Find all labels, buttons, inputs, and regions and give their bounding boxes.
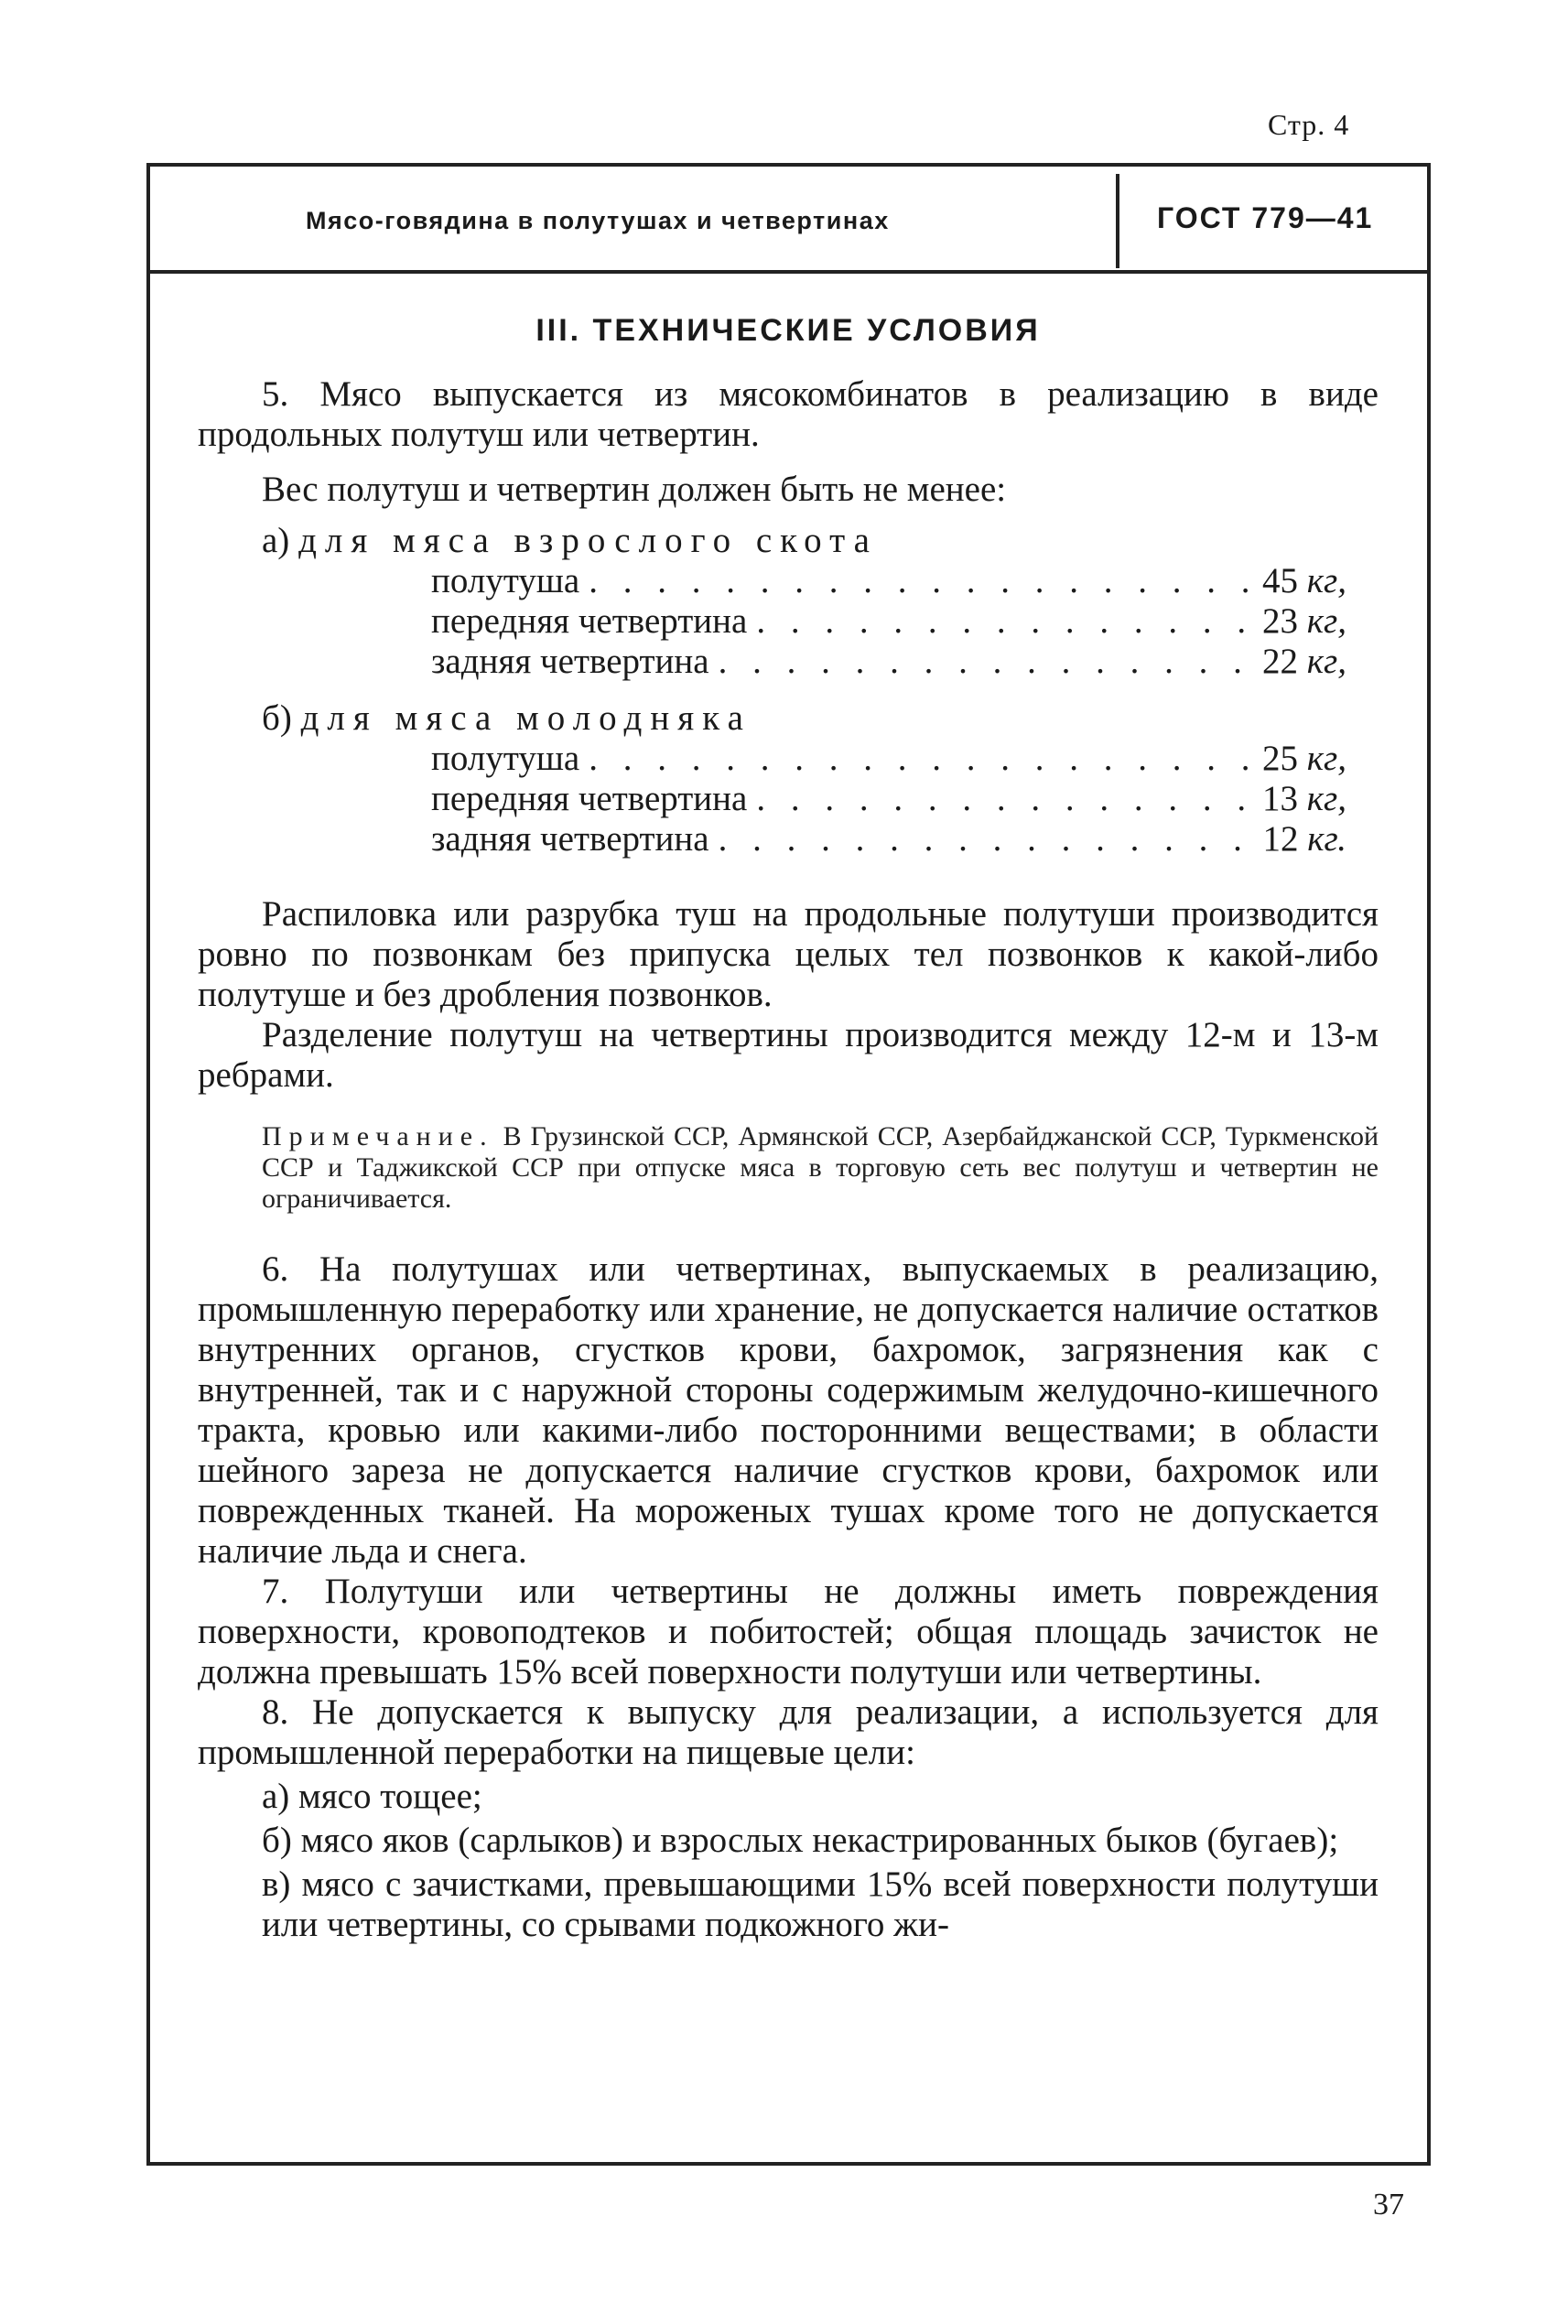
- bottom-rule: [146, 2162, 1431, 2166]
- group-title: для мяса молодняка: [300, 698, 752, 738]
- item-value: 45 кг,: [1262, 561, 1346, 600]
- item-value: 22 кг,: [1262, 642, 1346, 681]
- group-title: для мяса взрослого скота: [298, 521, 878, 560]
- list-item: б) мясо яков (сарлыков) и взрослых некастрированных быков (бугаев);: [262, 1821, 1339, 1860]
- paragraph-division: Разделение полутуш на четвертины производится между 12-м и 13-м ребрами.: [198, 1015, 1379, 1095]
- weight-row: [198, 739, 1346, 779]
- list-item: а) мясо тощее;: [262, 1777, 482, 1816]
- document-header: [150, 167, 1427, 274]
- weight-row: [198, 642, 1346, 682]
- paragraph-8: 8. Не допускается к выпуску для реализации, а используется для промышленной переработки на пищевые цели:: [198, 1692, 1379, 1772]
- page-body: [198, 313, 1379, 1945]
- list-item: в) мясо с зачистками, превышающими 15% всей поверхности полутуши или четвертины, со срывами подкожного жи-: [262, 1865, 1379, 1944]
- page-number-bottom: 37: [1373, 2188, 1404, 2221]
- item-value: 25 кг,: [1262, 739, 1346, 778]
- weight-group-adult: [198, 521, 1379, 682]
- group-prefix: б): [262, 698, 292, 738]
- item-name: передняя четвертина: [431, 779, 748, 818]
- weight-row: [198, 601, 1346, 642]
- note: [198, 1121, 1379, 1215]
- group-prefix: а): [262, 521, 290, 560]
- item-name: полутуша: [431, 561, 580, 600]
- item-value: 13 кг,: [1262, 779, 1346, 818]
- item-name: задняя четвертина: [431, 642, 709, 681]
- section-heading: III. ТЕХНИЧЕСКИЕ УСЛОВИЯ: [535, 313, 1041, 348]
- weight-intro: Вес полутуш и четвертин должен быть не менее:: [262, 470, 1007, 509]
- paragraph-7: 7. Полутуши или четвертины не должны иметь повреждения поверхности, кровоподтеков и побитостей; общая площадь зачисток не должна превышать 15% всей поверхности полутуши или четвертины.: [198, 1572, 1379, 1692]
- standard-number: ГОСТ 779—41: [1157, 201, 1374, 234]
- leader-dots: [709, 642, 1259, 682]
- header-divider: [1116, 174, 1119, 268]
- item-value: 12 кг.: [1262, 819, 1346, 859]
- item-name: задняя четвертина: [431, 819, 709, 859]
- item-name: полутуша: [431, 739, 580, 778]
- leader-dots: [747, 779, 1259, 819]
- page-number-top: Стр. 4: [1268, 108, 1350, 141]
- leader-dots: [747, 601, 1259, 642]
- note-text: В Грузинской ССР, Армянской ССР, Азербайджанской ССР, Туркменской ССР и Таджикской ССР при отпуске мяса в торговую сеть вес полутуш и четвертин не ограничивается.: [262, 1121, 1379, 1214]
- paragraph-5: 5. Мясо выпускается из мясокомбинатов в реализацию в виде продольных полутуш или четвертин.: [198, 374, 1379, 454]
- paragraph-sawing: Распиловка или разрубка туш на продольные полутуши производится ровно по позвонкам без припуска целых тел позвонков к какой-либо полутуше и без дробления позвонков.: [198, 894, 1379, 1014]
- header-title: Мясо-говядина в полутушах и четвертинах: [306, 207, 890, 234]
- leader-dots: [579, 561, 1259, 601]
- group-label: [198, 521, 1379, 561]
- weight-row: [198, 561, 1346, 601]
- note-lead: Примечание.: [262, 1121, 494, 1151]
- page-frame: [146, 163, 1431, 2166]
- paragraph-6: 6. На полутушах или четвертинах, выпускаемых в реализацию, промышленную переработку или хранение, не допускается наличие остатков внутренних органов, сгустков крови, бахромок, загрязнения как с внутренней, так и с наружной стороны содержимым желудочно-кишечного тракта, кровью или какими-либо посторонними веществами; в области шейного зареза не допускается наличие сгустков крови, бахромок или поврежденных тканей. На мороженых тушах кроме того не допускается наличие льда и снега.: [198, 1249, 1379, 1571]
- item-value: 23 кг,: [1262, 601, 1346, 641]
- weight-group-young: [198, 698, 1379, 859]
- weight-row: [198, 779, 1346, 819]
- leader-dots: [709, 819, 1260, 859]
- leader-dots: [579, 739, 1259, 779]
- item-name: передняя четвертина: [431, 601, 748, 641]
- group-label: [198, 698, 1379, 739]
- weight-row: [198, 819, 1346, 859]
